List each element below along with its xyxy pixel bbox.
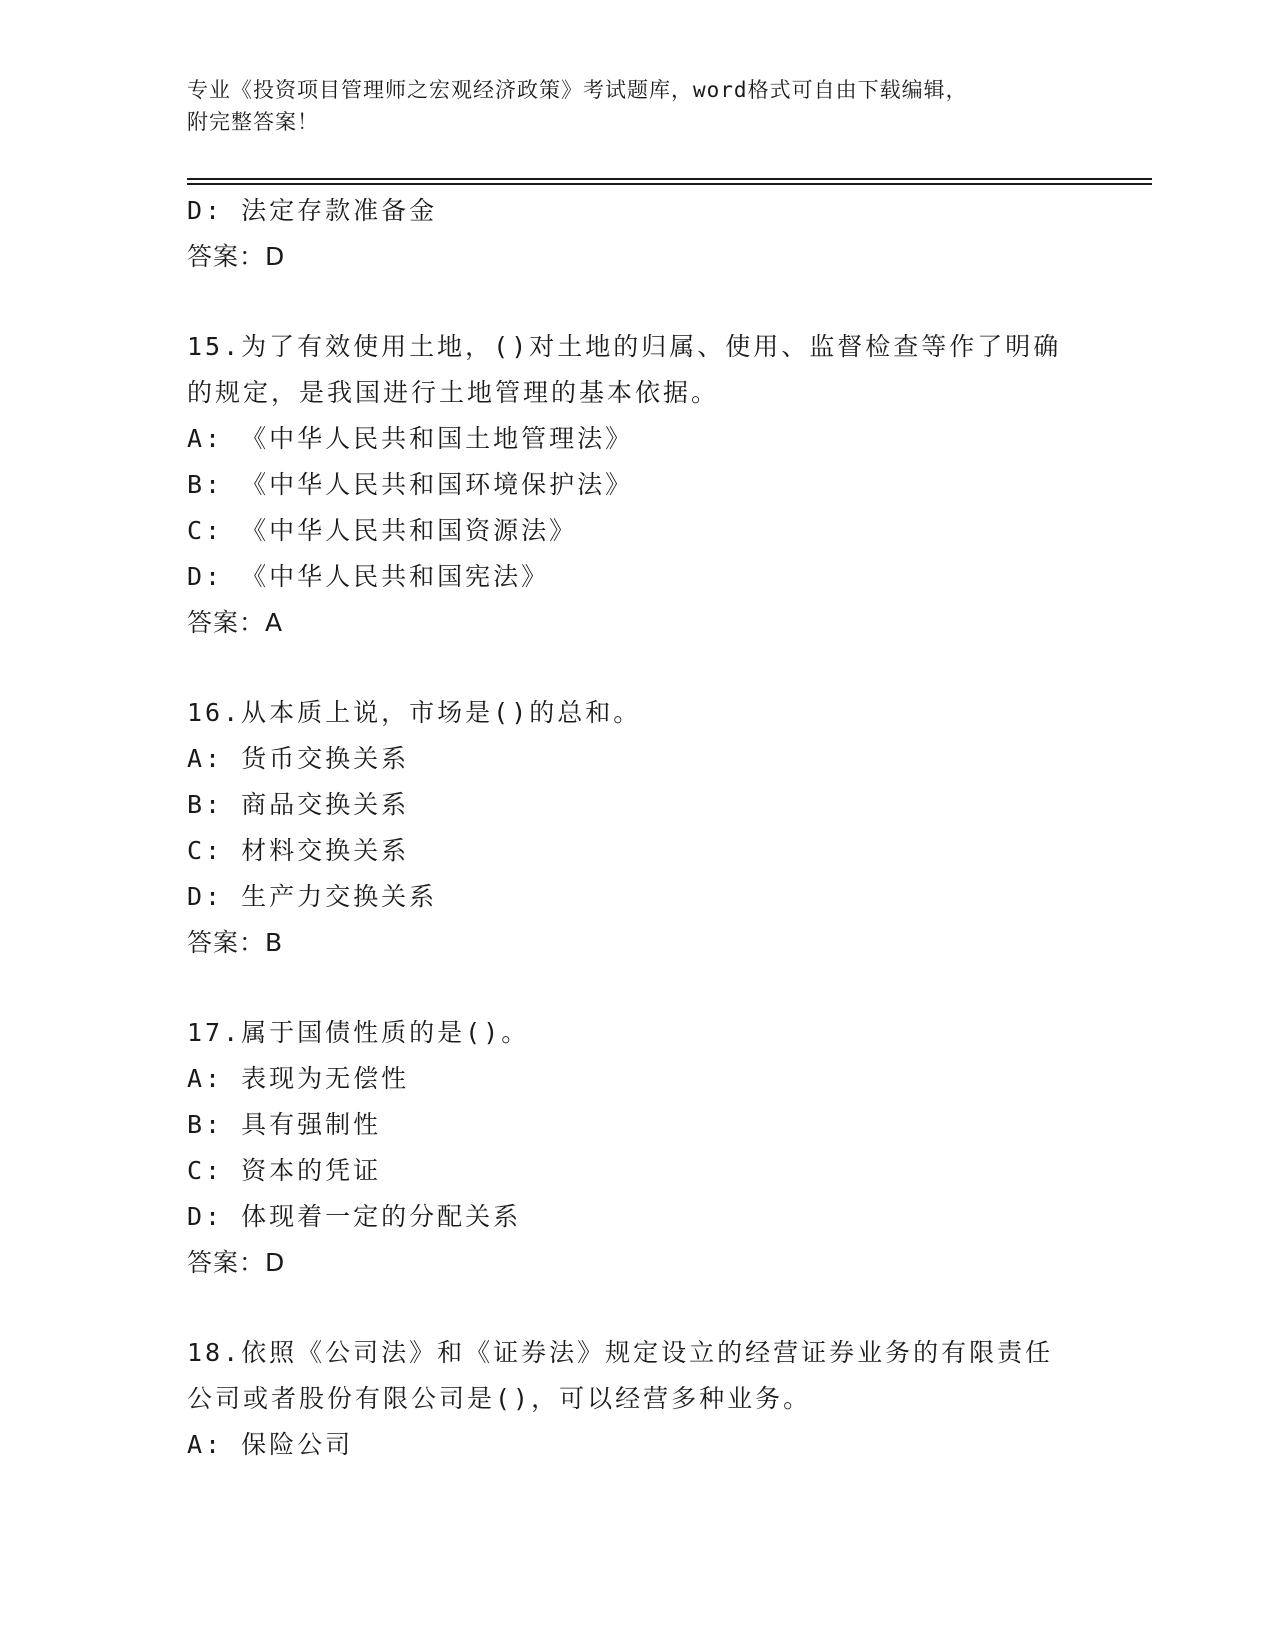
question-list <box>187 188 1087 1468</box>
question-text-line-1: 18.依照《公司法》和《证券法》规定设立的经营证券业务的有限责任 <box>187 1338 1054 1367</box>
spacer <box>187 280 1087 324</box>
option-d: D: 生产力交换关系 <box>187 882 438 911</box>
question-text-line-2: 公司或者股份有限公司是()，可以经营多种业务。 <box>187 1384 812 1413</box>
answer: 答案：B <box>187 928 284 957</box>
spacer <box>187 1286 1087 1330</box>
option-b: B: 商品交换关系 <box>187 790 410 819</box>
spacer <box>187 966 1087 1010</box>
question-text-line-2: 的规定，是我国进行土地管理的基本依据。 <box>187 378 720 407</box>
question-text-line-1: 15.为了有效使用土地，()对土地的归属、使用、监督检查等作了明确 <box>187 332 1062 361</box>
option-a: A: 表现为无偿性 <box>187 1064 410 1093</box>
answer: 答案：D <box>187 1248 286 1277</box>
option-d: D: 体现着一定的分配关系 <box>187 1202 522 1231</box>
question-17 <box>187 1010 1087 1286</box>
header-divider-top <box>187 178 1152 180</box>
option-c: C: 资本的凭证 <box>187 1156 382 1185</box>
option-d: D: 《中华人民共和国宪法》 <box>187 562 550 591</box>
page-header <box>187 74 1087 138</box>
option-a: A: 保险公司 <box>187 1430 354 1459</box>
option-b: B: 《中华人民共和国环境保护法》 <box>187 470 634 499</box>
option-d: D: 法定存款准备金 <box>187 196 438 225</box>
header-line-1: 专业《投资项目管理师之宏观经济政策》考试题库，word格式可自由下载编辑， <box>187 78 968 102</box>
question-14-tail <box>187 188 1087 280</box>
option-b: B: 具有强制性 <box>187 1110 382 1139</box>
header-line-2: 附完整答案！ <box>187 110 319 134</box>
option-c: C: 材料交换关系 <box>187 836 410 865</box>
answer: 答案：D <box>187 242 286 271</box>
question-16 <box>187 690 1087 966</box>
question-text-line-1: 16.从本质上说，市场是()的总和。 <box>187 698 642 727</box>
spacer <box>187 646 1087 690</box>
option-a: A: 货币交换关系 <box>187 744 410 773</box>
option-a: A: 《中华人民共和国土地管理法》 <box>187 424 634 453</box>
header-divider-bottom <box>187 183 1152 185</box>
option-c: C: 《中华人民共和国资源法》 <box>187 516 578 545</box>
question-15 <box>187 324 1087 646</box>
answer: 答案：A <box>187 608 284 637</box>
question-18 <box>187 1330 1087 1468</box>
question-text-line-1: 17.属于国债性质的是()。 <box>187 1018 530 1047</box>
